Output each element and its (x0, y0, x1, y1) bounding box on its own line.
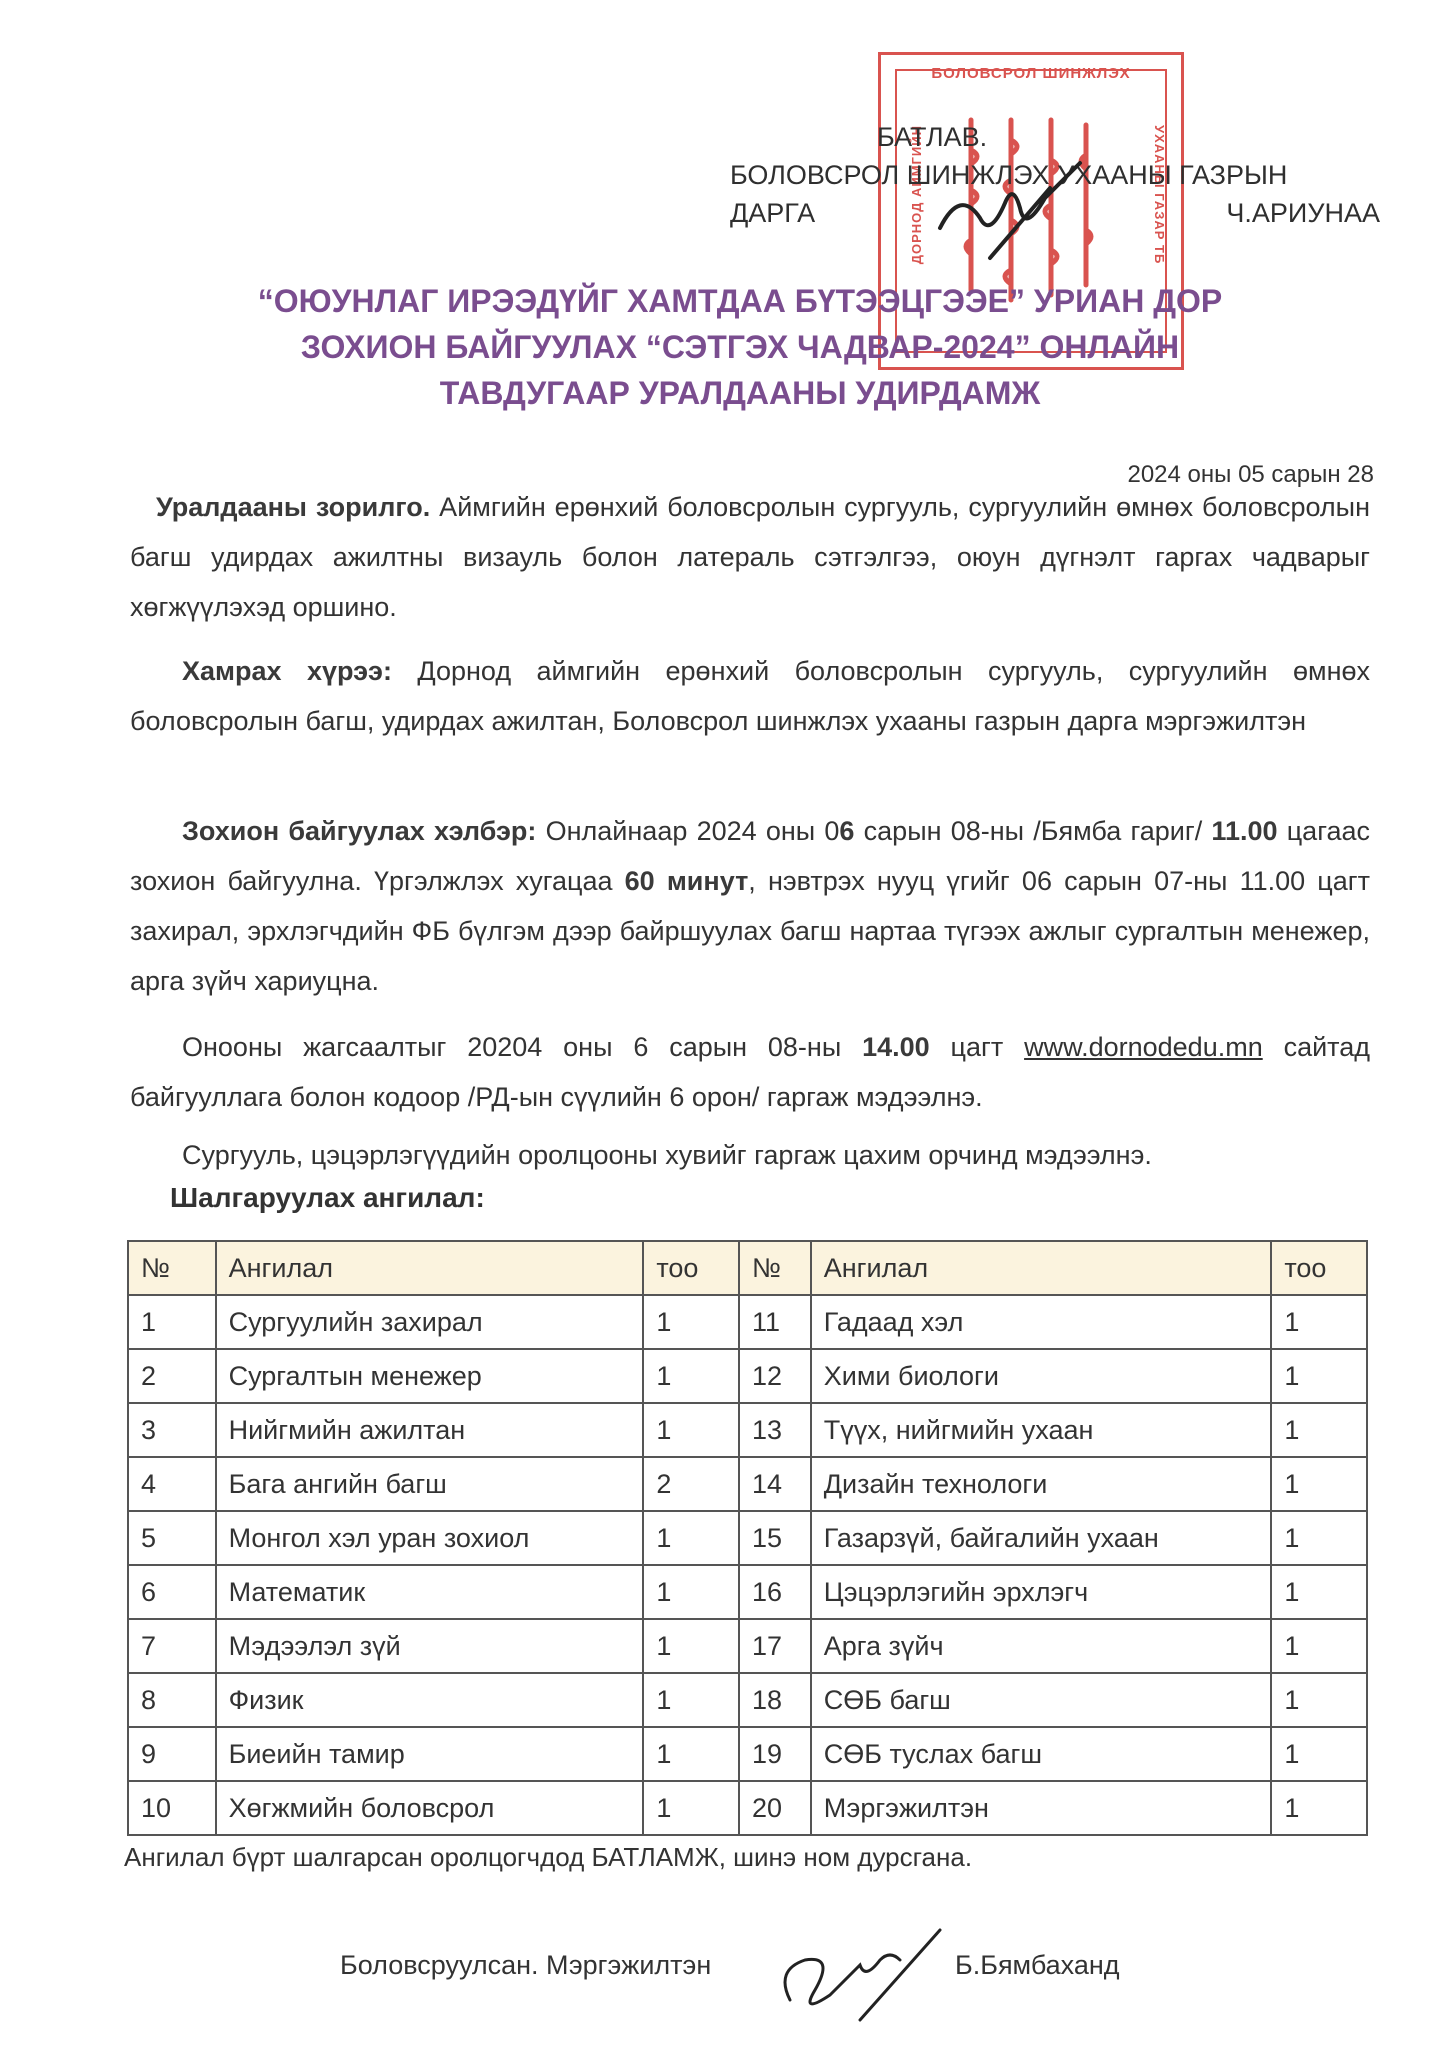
table-cell-a1: Физик (216, 1673, 644, 1727)
table-cell-n2: 11 (739, 1295, 811, 1349)
form-start-time: 11.00 (1211, 816, 1278, 846)
table-cell-c1: 1 (643, 1565, 739, 1619)
table-cell-a2: Цэцэрлэгийн эрхлэгч (811, 1565, 1272, 1619)
table-cell-c2: 1 (1271, 1781, 1367, 1835)
goal-paragraph (130, 482, 1370, 632)
table-cell-c2: 1 (1271, 1403, 1367, 1457)
scope-paragraph (130, 646, 1370, 746)
table-cell-n1: 7 (128, 1619, 216, 1673)
title-line-2: ЗОХИОН БАЙГУУЛАХ “СЭТГЭХ ЧАДВАР-2024” ОНЛАЙН (300, 329, 1180, 365)
title-line-1: “ОЮУНЛАГ ИРЭЭДҮЙГ ХАМТДАА БҮТЭЭЦГЭЭЕ” УРИАН ДОР (257, 283, 1223, 319)
table-cell-n2: 15 (739, 1511, 811, 1565)
categories-heading: Шалгаруулах ангилал: (170, 1182, 485, 1213)
table-cell-c1: 1 (643, 1781, 739, 1835)
table-cell-n2: 16 (739, 1565, 811, 1619)
table-cell-n1: 2 (128, 1349, 216, 1403)
table-cell-n1: 3 (128, 1403, 216, 1457)
table-cell-c1: 1 (643, 1349, 739, 1403)
table-cell-a1: Нийгмийн ажилтан (216, 1403, 644, 1457)
table-cell-a1: Сургалтын менежер (216, 1349, 644, 1403)
table-cell-a2: Дизайн технологи (811, 1457, 1272, 1511)
table-cell-a2: Газарзүй, байгалийн ухаан (811, 1511, 1272, 1565)
table-header-row (128, 1241, 1367, 1295)
results-text-1: Онооны жагсаалтыг 20204 оны 6 сарын 08-ны (182, 1032, 863, 1062)
table-cell-c1: 1 (643, 1295, 739, 1349)
table-cell-n1: 6 (128, 1565, 216, 1619)
scope-label: Хамрах хүрээ: (182, 656, 392, 686)
table-row (128, 1457, 1367, 1511)
table-cell-a1: Монгол хэл уран зохиол (216, 1511, 644, 1565)
table-row (128, 1781, 1367, 1835)
table-row (128, 1619, 1367, 1673)
form-text-1: Онлайнаар 2024 оны 0 (536, 816, 840, 846)
goal-text: Аймгийн ерөнхий боловсролын сургууль, сургуулийн өмнөх боловсролын багш удирдах ажилтны визауль болон латераль сэтгэлгээ, оюун дүгнэлт гаргах чадварыг хөгжүүлэхэд оршино. (130, 492, 1371, 622)
header-number: № (128, 1241, 216, 1295)
table-cell-n2: 19 (739, 1727, 811, 1781)
table-cell-c2: 1 (1271, 1727, 1367, 1781)
table-cell-a2: Арга зүйч (811, 1619, 1272, 1673)
document-title (160, 278, 1320, 416)
approval-label: БАТЛАВ. (877, 122, 988, 152)
table-cell-c2: 1 (1271, 1673, 1367, 1727)
table-cell-n2: 20 (739, 1781, 811, 1835)
table-cell-n2: 18 (739, 1673, 811, 1727)
stamp-left-text: ДОРНОД АЙМГИЙН (909, 125, 924, 265)
table-cell-c2: 1 (1271, 1295, 1367, 1349)
header-category: Ангилал (216, 1241, 644, 1295)
approval-position: ДАРГА (730, 198, 816, 228)
signer-role: Боловсруулсан. Мэргэжилтэн (340, 1950, 712, 1980)
table-cell-c1: 1 (643, 1403, 739, 1457)
table-cell-n1: 9 (128, 1727, 216, 1781)
table-cell-a1: Биеийн тамир (216, 1727, 644, 1781)
form-text-2: сарын 08-ны /Бямба гариг/ (854, 816, 1212, 846)
results-paragraph (130, 1022, 1370, 1122)
table-cell-a2: Мэргэжилтэн (811, 1781, 1272, 1835)
table-cell-n1: 5 (128, 1511, 216, 1565)
table-cell-a1: Сургуулийн захирал (216, 1295, 644, 1349)
table-cell-c1: 1 (643, 1619, 739, 1673)
table-cell-a2: Хими биологи (811, 1349, 1272, 1403)
table-cell-n2: 14 (739, 1457, 811, 1511)
table-cell-n1: 10 (128, 1781, 216, 1835)
award-note: Ангилал бүрт шалгарсан оролцогчдод БАТЛАМЖ, шинэ ном дурсгана. (124, 1842, 973, 1872)
table-cell-n2: 13 (739, 1403, 811, 1457)
categories-table (127, 1240, 1368, 1836)
table-cell-a2: Түүх, нийгмийн ухаан (811, 1403, 1272, 1457)
table-cell-n2: 12 (739, 1349, 811, 1403)
table-cell-a2: СӨБ багш (811, 1673, 1272, 1727)
approval-person: Ч.АРИУНАА (1226, 198, 1380, 228)
table-cell-a2: Гадаад хэл (811, 1295, 1272, 1349)
form-label: Зохион байгуулах хэлбэр: (182, 816, 537, 846)
header-number-2: № (739, 1241, 811, 1295)
results-text-2: цагт (929, 1032, 1025, 1062)
table-row (128, 1565, 1367, 1619)
table-row (128, 1511, 1367, 1565)
goal-label: Уралдааны зорилго. (156, 492, 431, 522)
table-cell-c2: 1 (1271, 1565, 1367, 1619)
table-row (128, 1295, 1367, 1349)
participation-text: Сургууль, цэцэрлэгүүдийн оролцооны хувийг гаргаж цахим орчинд мэдээлнэ. (182, 1140, 1152, 1170)
header-count-2: тоо (1271, 1241, 1367, 1295)
table-row (128, 1403, 1367, 1457)
form-duration: 60 минут (624, 866, 749, 896)
table-cell-n1: 4 (128, 1457, 216, 1511)
table-cell-c1: 1 (643, 1511, 739, 1565)
table-cell-c1: 1 (643, 1727, 739, 1781)
signer-block (340, 1950, 1140, 1981)
results-text-3: сайтад байгууллага болон кодоор /РД-ын сүүлийн 6 орон/ гаргаж мэдээлнэ. (130, 1032, 1371, 1112)
form-text-3: цагаас зохион байгуулна. Үргэлжлэх хугацаа (130, 816, 1370, 896)
table-cell-c2: 1 (1271, 1511, 1367, 1565)
table-row (128, 1349, 1367, 1403)
table-cell-a1: Бага ангийн багш (216, 1457, 644, 1511)
table-cell-n1: 8 (128, 1673, 216, 1727)
document-date: 2024 оны 05 сарын 28 (1127, 461, 1374, 488)
table-cell-c2: 1 (1271, 1457, 1367, 1511)
title-line-3: ТАВДУГААР УРАЛДААНЫ УДИРДАМЖ (439, 375, 1041, 411)
table-cell-n1: 1 (128, 1295, 216, 1349)
form-month: 6 (839, 816, 855, 846)
header-category-2: Ангилал (811, 1241, 1272, 1295)
table-cell-a1: Хөгжмийн боловсрол (216, 1781, 644, 1835)
form-text-4: , нэвтрэх нууц үгийг 06 сарын 07-ны 11.00 цагт захирал, эрхлэгчдийн ФБ бүлгэм дээр байршуулах багш нартаа түгээх ажлыг сургалтын менежер, арга зүйч хариуцна. (130, 866, 1371, 996)
stamp-title: БОЛОВСРОЛ ШИНЖЛЭХ (931, 65, 1131, 82)
table-cell-a1: Мэдээлэл зүй (216, 1619, 644, 1673)
signer-name: Б.Бямбаханд (955, 1950, 1120, 1980)
form-paragraph (130, 806, 1370, 1006)
table-row (128, 1727, 1367, 1781)
participation-paragraph (130, 1130, 1370, 1180)
table-cell-c1: 2 (643, 1457, 739, 1511)
table-row (128, 1673, 1367, 1727)
results-time: 14.00 (862, 1032, 930, 1062)
director-signature-icon (930, 158, 1090, 268)
approval-organization: БОЛОВСРОЛ ШИНЖЛЭХ УХААНЫ ГАЗРЫН (730, 160, 1288, 190)
header-count: тоо (643, 1241, 739, 1295)
table-cell-c1: 1 (643, 1673, 739, 1727)
specialist-signature-icon (770, 1920, 950, 2030)
table-cell-n2: 17 (739, 1619, 811, 1673)
table-cell-a1: Математик (216, 1565, 644, 1619)
table-cell-c2: 1 (1271, 1349, 1367, 1403)
table-cell-c2: 1 (1271, 1619, 1367, 1673)
scope-text: Дорнод аймгийн ерөнхий боловсролын сургууль, сургуулийн өмнөх боловсролын багш, удирдах ажилтан, Боловсрол шинжлэх ухааны газрын дарга мэргэжилтэн (130, 656, 1370, 736)
results-website-link[interactable]: www.dornodedu.mn (1024, 1032, 1263, 1062)
stamp-right-text: УХААНЫ ГАЗАР ТБ (1152, 125, 1167, 265)
table-cell-a2: СӨБ туслах багш (811, 1727, 1272, 1781)
